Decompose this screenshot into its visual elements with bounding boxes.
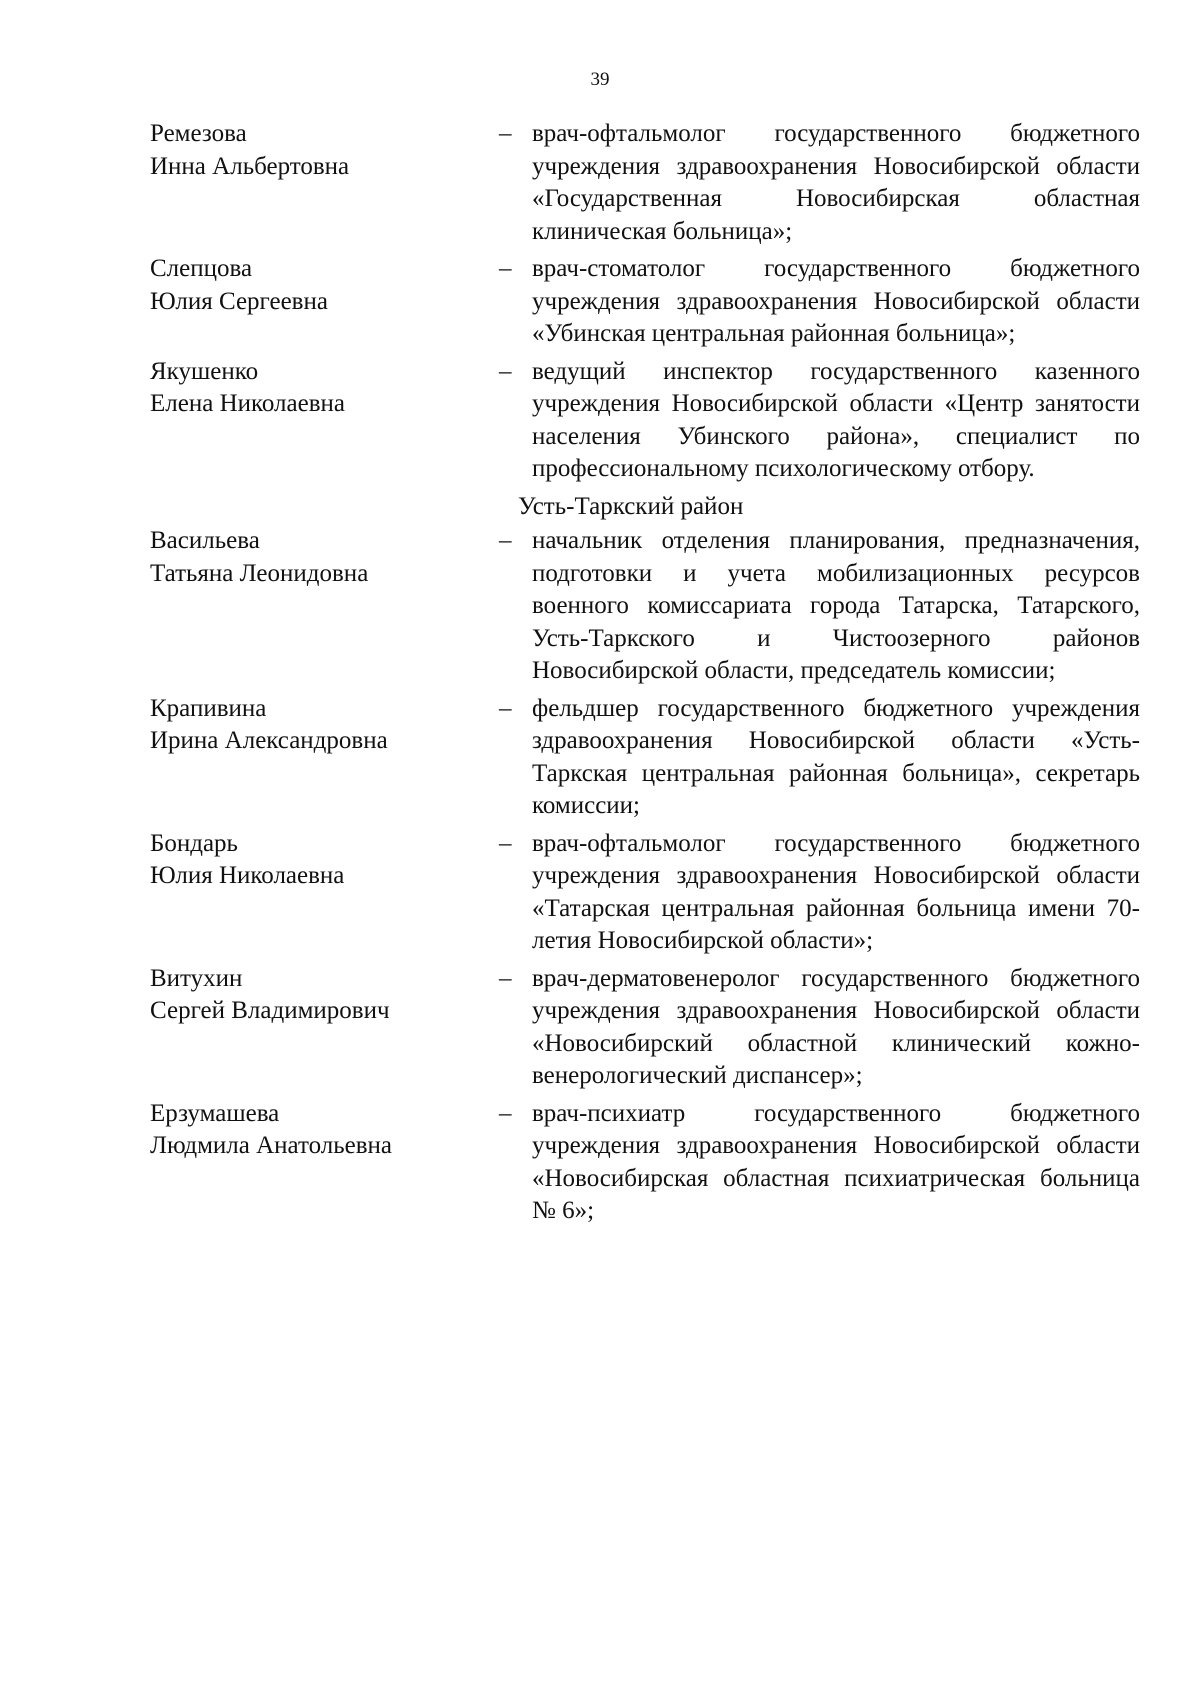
dash: – <box>499 694 512 722</box>
person-name <box>150 1098 499 1228</box>
given-names: Сергей Владимирович <box>150 997 390 1024</box>
position-description: врач-офтальмолог государственного бюджетного учреждения здравоохранения Новосибирской области «Татарская центральная районная больница имени 70-летия Новосибирской области»; <box>532 829 1140 954</box>
position-description: врач-офтальмолог государственного бюджетного учреждения здравоохранения Новосибирской области «Государственная Новосибирская областная клиническая больница»; <box>532 120 1140 245</box>
surname: Васильева <box>150 527 260 554</box>
surname: Бондарь <box>150 829 238 857</box>
given-names: Инна Альбертовна <box>150 152 350 180</box>
position-description: врач-дерматовенеролог государственного бюджетного учреждения здравоохранения Новосибирской области «Новосибирский областной клинический кожно-венерологический диспансер»; <box>532 964 1140 1089</box>
person-name <box>150 828 499 958</box>
dash: – <box>499 120 512 147</box>
page-number: 39 <box>590 69 610 90</box>
position-description: начальник отделения планирования, предназначения, подготовки и учета мобилизационных ресурсов военного комиссариата города Татарска, Татарского, Усть-Таркского и Чистоозерного районов Новосибирской области, председатель комиссии; <box>532 527 1140 684</box>
given-names: Елена Николаевна <box>150 390 345 417</box>
list-item <box>150 356 1140 486</box>
list-item <box>150 963 1140 1093</box>
dash: – <box>499 255 512 282</box>
position-description: фельдшер государственного бюджетного учреждения здравоохранения Новосибирской области «Усть-Таркская центральная районная больница», секретарь комиссии; <box>532 694 1140 819</box>
list-item <box>150 253 1140 351</box>
surname: Ерзумашева <box>150 1099 280 1127</box>
dash: – <box>499 829 512 857</box>
list-item <box>150 1098 1140 1228</box>
surname: Слепцова <box>150 255 253 282</box>
person-name <box>150 525 499 688</box>
position-description: ведущий инспектор государственного казенного учреждения Новосибирской области «Центр занятости населения Убинского района», специалист по профессиональному психологическому отбору. <box>532 357 1140 482</box>
person-name <box>150 693 499 823</box>
list-item <box>150 828 1140 958</box>
dash: – <box>499 527 512 554</box>
person-name <box>150 118 499 248</box>
dash: – <box>499 1099 512 1127</box>
surname: Крапивина <box>150 694 267 722</box>
surname: Витухин <box>150 964 243 992</box>
given-names: Ирина Александровна <box>150 727 388 754</box>
position-description: врач-стоматолог государственного бюджетного учреждения здравоохранения Новосибирской области «Убинская центральная районная больница»; <box>532 255 1140 347</box>
surname: Ремезова <box>150 120 247 147</box>
person-name <box>150 963 499 1093</box>
person-name <box>150 253 499 351</box>
dash: – <box>499 964 512 992</box>
list-item <box>150 525 1140 688</box>
surname: Якушенко <box>150 357 259 385</box>
person-name <box>150 356 499 486</box>
given-names: Юлия Сергеевна <box>150 287 328 315</box>
list-item <box>150 118 1140 248</box>
given-names: Юлия Николаевна <box>150 862 345 889</box>
commission-list <box>150 118 1140 1233</box>
position-description: врач-психиатр государственного бюджетного учреждения здравоохранения Новосибирской области «Новосибирская областная психиатрическая больница № 6»; <box>532 1099 1140 1224</box>
section-heading: Усть-Таркский район <box>518 492 744 520</box>
given-names: Татьяна Леонидовна <box>150 559 369 587</box>
list-item <box>150 693 1140 823</box>
given-names: Людмила Анатольевна <box>150 1132 393 1159</box>
dash: – <box>499 357 512 385</box>
